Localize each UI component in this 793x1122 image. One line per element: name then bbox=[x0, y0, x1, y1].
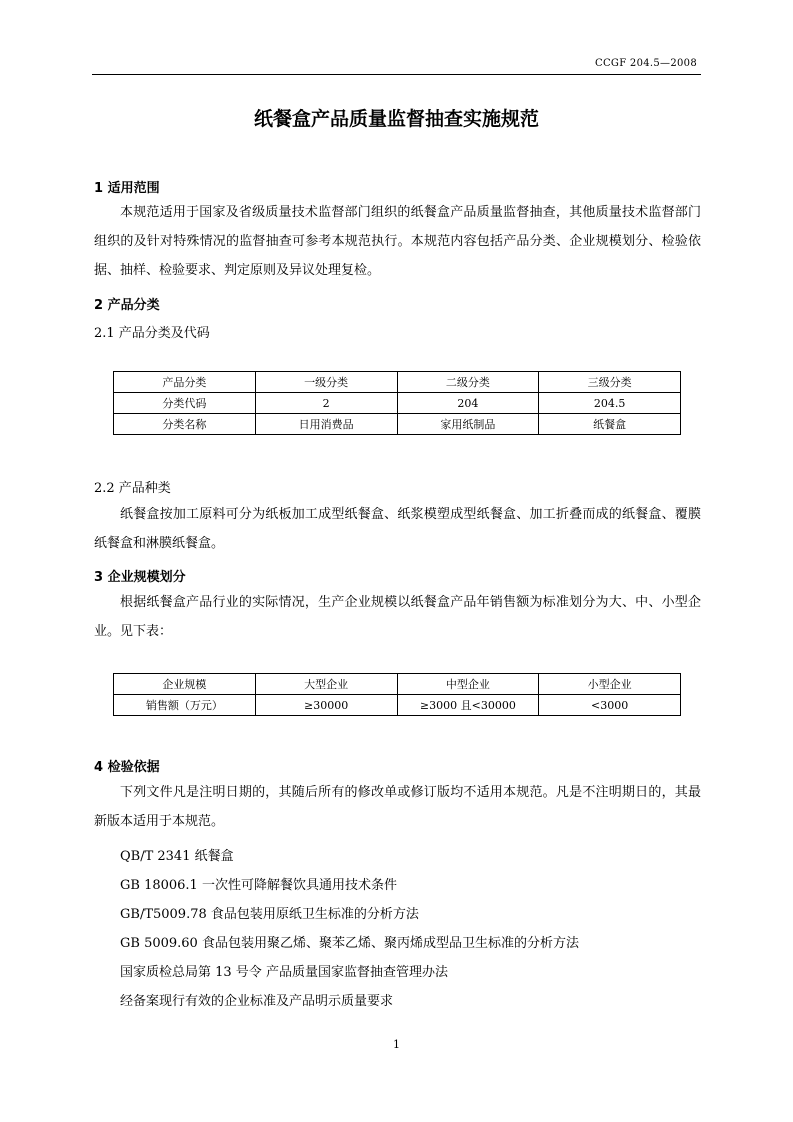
enterprise-scale-table bbox=[113, 673, 681, 716]
reference-item: GB 18006.1 一次性可降解餐饮具通用技术条件 bbox=[120, 878, 397, 893]
table-cell: 204 bbox=[397, 393, 539, 414]
reference-item: GB/T5009.78 食品包装用原纸卫生标准的分析方法 bbox=[120, 907, 419, 922]
table-cell: 分类名称 bbox=[114, 414, 256, 435]
table-cell: 三级分类 bbox=[539, 372, 681, 393]
table-cell: 2 bbox=[255, 393, 397, 414]
reference-item: QB/T 2341 纸餐盒 bbox=[120, 849, 234, 864]
table-cell: <3000 bbox=[539, 695, 681, 716]
table-cell: 中型企业 bbox=[397, 674, 539, 695]
section-1-heading: 1 适用范围 bbox=[94, 181, 160, 196]
table-cell: ≥30000 bbox=[255, 695, 397, 716]
table-cell: 二级分类 bbox=[397, 372, 539, 393]
table-row bbox=[114, 372, 681, 393]
table-row bbox=[114, 695, 681, 716]
section-2-2-body: 纸餐盒按加工原料可分为纸板加工成型纸餐盒、纸浆模塑成型纸餐盒、加工折叠而成的纸餐盒、覆膜纸餐盒和淋膜纸餐盒。 bbox=[94, 507, 701, 551]
section-3-heading: 3 企业规模划分 bbox=[94, 570, 186, 585]
section-4-body: 下列文件凡是注明日期的，其随后所有的修改单或修订版均不适用本规范。凡是不注明期日的，其最新版本适用于本规范。 bbox=[94, 785, 701, 829]
reference-item: 经备案现行有效的企业标准及产品明示质量要求 bbox=[120, 994, 394, 1009]
section-2-heading: 2 产品分类 bbox=[94, 298, 160, 313]
table-cell: 小型企业 bbox=[539, 674, 681, 695]
table-row bbox=[114, 393, 681, 414]
table-cell: 销售额（万元） bbox=[114, 695, 256, 716]
document-code: CCGF 204.5—2008 bbox=[595, 58, 697, 69]
table-cell: 日用消费品 bbox=[255, 414, 397, 435]
table-cell: 204.5 bbox=[539, 393, 681, 414]
reference-item: GB 5009.60 食品包装用聚乙烯、聚苯乙烯、聚丙烯成型品卫生标准的分析方法 bbox=[120, 936, 579, 951]
table-cell: 家用纸制品 bbox=[397, 414, 539, 435]
table-cell: 纸餐盒 bbox=[539, 414, 681, 435]
table-cell: 一级分类 bbox=[255, 372, 397, 393]
page-number: 1 bbox=[393, 1038, 400, 1051]
table-cell: 大型企业 bbox=[255, 674, 397, 695]
table-cell: 产品分类 bbox=[114, 372, 256, 393]
section-2-2-heading: 2.2 产品种类 bbox=[94, 481, 171, 496]
classification-table bbox=[113, 371, 681, 435]
document-title: 纸餐盒产品质量监督抽查实施规范 bbox=[253, 108, 539, 130]
section-3-body: 根据纸餐盒产品行业的实际情况，生产企业规模以纸餐盒产品年销售额为标准划分为大、中、小型企业。见下表： bbox=[94, 595, 701, 639]
header-rule bbox=[92, 74, 701, 75]
table-row bbox=[114, 414, 681, 435]
table-cell: 企业规模 bbox=[114, 674, 256, 695]
table-cell: 分类代码 bbox=[114, 393, 256, 414]
section-2-1-heading: 2.1 产品分类及代码 bbox=[94, 326, 210, 341]
table-row bbox=[114, 674, 681, 695]
reference-item: 国家质检总局第 13 号令 产品质量国家监督抽查管理办法 bbox=[120, 965, 448, 980]
section-4-heading: 4 检验依据 bbox=[94, 760, 160, 775]
table-cell: ≥3000 且<30000 bbox=[397, 695, 539, 716]
section-1-body: 本规范适用于国家及省级质量技术监督部门组织的纸餐盒产品质量监督抽查，其他质量技术监督部门组织的及针对特殊情况的监督抽查可参考本规范执行。本规范内容包括产品分类、企业规模划分、检验依据、抽样、检验要求、判定原则及异议处理复检。 bbox=[94, 205, 701, 278]
